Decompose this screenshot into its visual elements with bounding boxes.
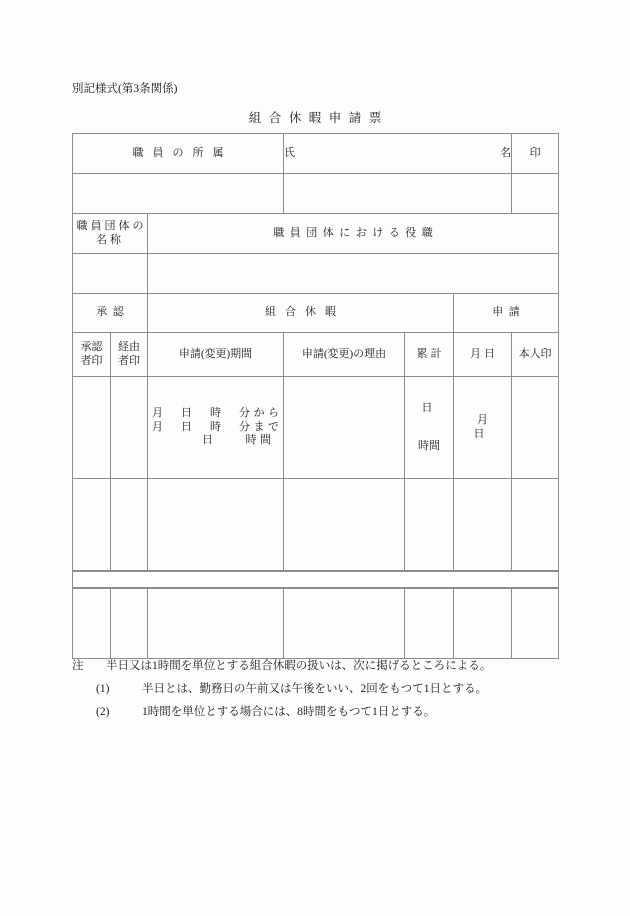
- seal-value[interactable]: [512, 174, 559, 214]
- entry-period-line1: 月 日 時 分から: [152, 406, 283, 419]
- approver-seal-header: [73, 333, 111, 377]
- entry-month-day[interactable]: 月 日: [454, 377, 512, 479]
- blank-month-day[interactable]: [454, 479, 512, 571]
- note-item-1: [72, 678, 572, 701]
- continued-month-day[interactable]: [454, 589, 512, 659]
- self-seal-header: 本人印: [512, 333, 559, 377]
- affiliation-value[interactable]: [73, 174, 284, 214]
- org-name-value[interactable]: [73, 254, 148, 294]
- approval-group-header: 承認: [73, 294, 148, 333]
- entry-period-line2: 月 日 時 分まで: [152, 420, 283, 433]
- table-row-organization-header: [73, 214, 559, 254]
- continued-self-seal[interactable]: [512, 589, 559, 659]
- name-header-left: 氏: [284, 146, 296, 159]
- seal-header: 印: [512, 134, 559, 174]
- entry-total[interactable]: [405, 377, 454, 479]
- table-row-entry: [73, 377, 559, 479]
- continued-period[interactable]: [148, 589, 284, 659]
- application-form-table: [72, 133, 558, 659]
- blank-approver-seal[interactable]: [73, 479, 111, 571]
- table-row-affiliation-header: [73, 134, 559, 174]
- entry-self-seal[interactable]: [512, 377, 559, 479]
- name-value[interactable]: [284, 174, 512, 214]
- entry-approver-seal[interactable]: [73, 377, 111, 479]
- note-item-1-text: 半日とは、勤務日の午前又は午後をいい、2回をもつて1日とする。: [142, 683, 487, 695]
- notes-section: [72, 655, 572, 724]
- org-role-header: 職員団体における役職: [148, 214, 559, 254]
- note-item-1-marker: (1): [96, 683, 110, 695]
- blank-period[interactable]: [148, 479, 284, 571]
- total-header: 累計: [405, 333, 454, 377]
- entry-total-day-unit: 日: [421, 401, 433, 414]
- entry-reason[interactable]: [284, 377, 405, 479]
- note-item-2: [72, 701, 572, 724]
- table-row-organization-input: [73, 254, 559, 294]
- table-row-continued: [73, 589, 559, 659]
- approver-seal-header-line1: 承認: [80, 340, 103, 353]
- note-main-text: 半日又は1時間を単位とする組合休暇の扱いは、次に掲げるところによる。: [106, 660, 492, 672]
- via-seal-header: [111, 333, 148, 377]
- page-title: 組合休暇申請票: [248, 111, 389, 125]
- table-row-column-headers: [73, 333, 559, 377]
- separator-gap: [73, 572, 559, 588]
- note-main: [72, 655, 572, 678]
- org-role-value[interactable]: [148, 254, 559, 294]
- via-seal-header-line2: 者印: [118, 354, 140, 367]
- entry-period[interactable]: [148, 377, 284, 479]
- period-header: 申請(変更)期間: [148, 333, 284, 377]
- table-row-blank: [73, 479, 559, 571]
- affiliation-header: 職員の所属: [73, 134, 284, 174]
- reason-header: 申請(変更)の理由: [284, 333, 405, 377]
- form-id-label: 別記様式(第3条関係): [72, 83, 178, 95]
- via-seal-header-line1: 経由: [118, 340, 140, 353]
- blank-self-seal[interactable]: [512, 479, 559, 571]
- note-lead-label: 注: [72, 660, 84, 672]
- entry-via-seal[interactable]: [111, 377, 148, 479]
- approver-seal-header-line2: 者印: [80, 354, 103, 367]
- continued-total[interactable]: [405, 589, 454, 659]
- note-item-2-text: 1時間を単位とする場合には、8時間をもつて1日とする。: [142, 706, 436, 718]
- entry-period-line3: 日 時間: [202, 434, 275, 447]
- entry-total-hour-unit: 時間: [418, 439, 441, 452]
- name-header: [284, 134, 512, 174]
- continued-via-seal[interactable]: [111, 589, 148, 659]
- continued-reason[interactable]: [284, 589, 405, 659]
- blank-reason[interactable]: [284, 479, 405, 571]
- note-item-2-marker: (2): [96, 706, 110, 718]
- table-row-group-header: [73, 294, 559, 333]
- blank-total[interactable]: [405, 479, 454, 571]
- table-row-affiliation-input: [73, 174, 559, 214]
- org-name-header: 職員団体の名称: [73, 214, 148, 254]
- blank-via-seal[interactable]: [111, 479, 148, 571]
- continued-approver-seal[interactable]: [73, 589, 111, 659]
- month-day-header: 月日: [454, 333, 512, 377]
- name-header-right: 名: [500, 146, 512, 159]
- application-group-header: 申請: [454, 294, 559, 333]
- leave-group-header: 組合休暇: [148, 294, 454, 333]
